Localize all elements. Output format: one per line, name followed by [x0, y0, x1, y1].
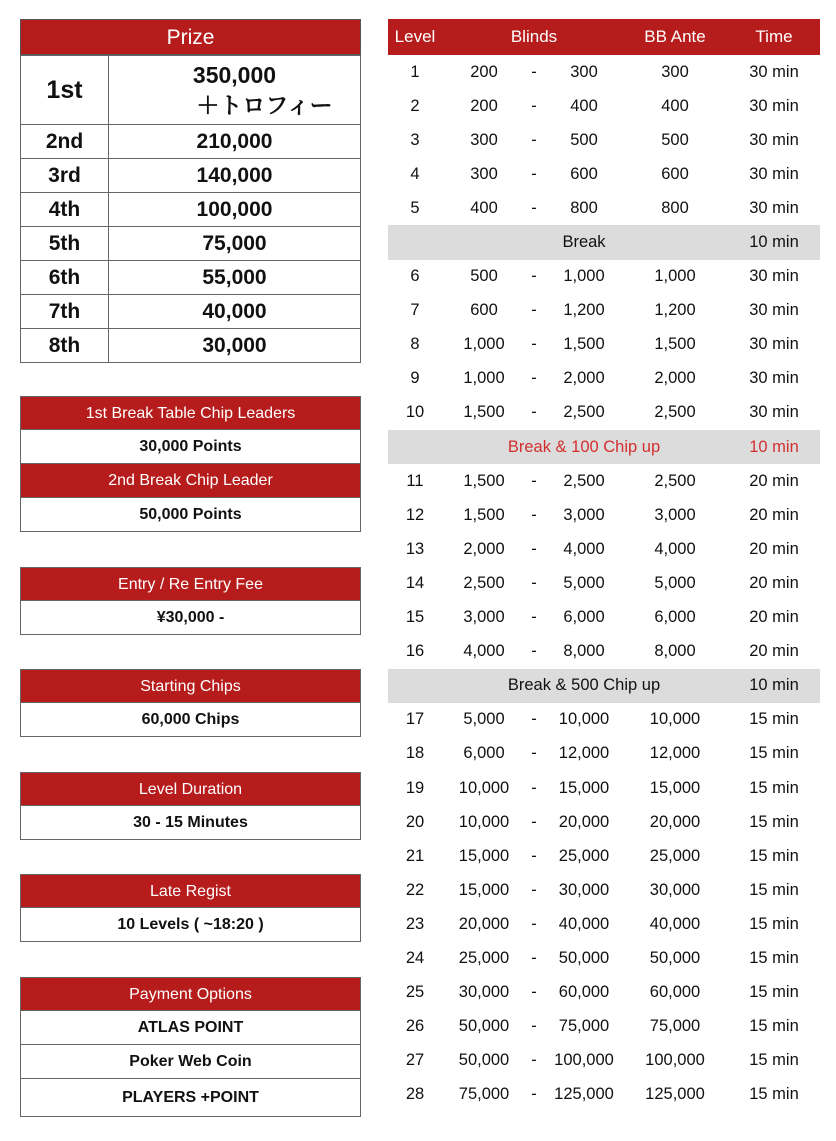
level-time: 15 min — [749, 983, 799, 1002]
break-row — [388, 669, 820, 703]
big-blind: 20,000 — [558, 812, 610, 831]
blind-separator: - — [531, 198, 537, 217]
header-blinds: Blinds — [510, 27, 558, 46]
level-number: 5 — [410, 198, 420, 217]
prize-place: 5th — [21, 227, 109, 261]
payment-option: PLAYERS +POINT — [20, 1079, 361, 1117]
prize-amount: 40,000 — [109, 295, 361, 329]
big-blind: 12,000 — [558, 744, 610, 763]
level-number: 25 — [405, 983, 425, 1002]
level-row — [388, 737, 820, 771]
small-blind: 20,000 — [458, 914, 510, 933]
big-blind: 5,000 — [563, 573, 605, 592]
small-blind: 5,000 — [463, 710, 505, 729]
blind-separator: - — [531, 608, 537, 627]
blind-separator: - — [531, 1085, 537, 1104]
big-blind: 600 — [570, 164, 598, 183]
big-blind: 75,000 — [558, 1017, 610, 1036]
level-number: 28 — [405, 1085, 425, 1104]
level-row — [388, 1078, 820, 1112]
small-blind: 1,500 — [463, 471, 505, 490]
level-time: 15 min — [749, 778, 799, 797]
level-time: 20 min — [749, 608, 799, 627]
prize-amount: 75,000 — [109, 227, 361, 261]
prize-amount: 55,000 — [109, 261, 361, 295]
blind-separator: - — [531, 914, 537, 933]
prize-table — [20, 55, 361, 363]
prize-place: 3rd — [21, 159, 109, 193]
bb-ante: 2,000 — [654, 369, 696, 388]
big-blind: 1,500 — [563, 335, 605, 354]
prize-row — [21, 159, 361, 193]
prize-row — [21, 227, 361, 261]
late-regist-title: Late Regist — [20, 874, 361, 908]
prize-amount-value: 350,000 — [192, 62, 277, 88]
bb-ante: 50,000 — [649, 948, 701, 967]
small-blind: 2,500 — [463, 573, 505, 592]
starting-chips-title: Starting Chips — [20, 669, 361, 703]
level-duration-box — [20, 772, 361, 840]
small-blind: 10,000 — [458, 812, 510, 831]
level-time: 15 min — [749, 948, 799, 967]
bb-ante: 800 — [661, 198, 689, 217]
big-blind: 400 — [570, 96, 598, 115]
level-time: 15 min — [749, 1051, 799, 1070]
second-break-leader-title: 2nd Break Chip Leader — [20, 464, 361, 498]
blind-separator: - — [531, 744, 537, 763]
starting-chips-box — [20, 669, 361, 737]
level-time: 30 min — [749, 130, 799, 149]
late-regist-box — [20, 874, 361, 942]
bb-ante: 6,000 — [654, 608, 696, 627]
bb-ante: 40,000 — [649, 914, 701, 933]
small-blind: 400 — [470, 198, 498, 217]
payment-options-box — [20, 977, 361, 1117]
level-time: 30 min — [749, 369, 799, 388]
level-number: 16 — [405, 642, 425, 661]
level-number: 3 — [410, 130, 420, 149]
level-number: 13 — [405, 539, 425, 558]
big-blind: 50,000 — [558, 948, 610, 967]
level-time: 15 min — [749, 1085, 799, 1104]
level-number: 20 — [405, 812, 425, 831]
level-number: 12 — [405, 505, 425, 524]
bb-ante: 3,000 — [654, 505, 696, 524]
level-time: 30 min — [749, 267, 799, 286]
level-number: 7 — [410, 301, 420, 320]
level-row — [388, 566, 820, 600]
payment-options-title: Payment Options — [20, 977, 361, 1011]
blind-separator: - — [531, 369, 537, 388]
level-number: 19 — [405, 778, 425, 797]
prize-place: 7th — [21, 295, 109, 329]
bb-ante: 1,500 — [654, 335, 696, 354]
level-number: 24 — [405, 948, 425, 967]
blind-separator: - — [531, 710, 537, 729]
small-blind: 600 — [470, 301, 498, 320]
header-time: Time — [755, 27, 793, 46]
level-row — [388, 1044, 820, 1078]
small-blind: 200 — [470, 62, 498, 81]
bb-ante: 400 — [661, 96, 689, 115]
small-blind: 10,000 — [458, 778, 510, 797]
level-row — [388, 396, 820, 430]
small-blind: 300 — [470, 164, 498, 183]
bb-ante: 75,000 — [649, 1017, 701, 1036]
level-row — [388, 55, 820, 89]
bb-ante: 300 — [661, 62, 689, 81]
blind-separator: - — [531, 335, 537, 354]
level-time: 15 min — [749, 846, 799, 865]
level-time: 15 min — [749, 710, 799, 729]
break-time: 10 min — [749, 437, 799, 456]
level-time: 30 min — [749, 301, 799, 320]
blind-separator: - — [531, 539, 537, 558]
blind-separator: - — [531, 130, 537, 149]
bb-ante: 25,000 — [649, 846, 701, 865]
prize-place: 4th — [21, 193, 109, 227]
level-row — [388, 976, 820, 1010]
blind-separator: - — [531, 62, 537, 81]
blind-separator: - — [531, 1051, 537, 1070]
level-number: 15 — [405, 608, 425, 627]
level-rows — [388, 55, 820, 1112]
level-row — [388, 157, 820, 191]
bb-ante: 2,500 — [654, 471, 696, 490]
payment-option: Poker Web Coin — [20, 1045, 361, 1079]
level-row — [388, 601, 820, 635]
level-time: 30 min — [749, 198, 799, 217]
break-label: Break & 100 Chip up — [507, 437, 661, 456]
blind-separator: - — [531, 1017, 537, 1036]
big-blind: 4,000 — [563, 539, 605, 558]
level-row — [388, 89, 820, 123]
level-row — [388, 907, 820, 941]
small-blind: 200 — [470, 96, 498, 115]
prize-row — [21, 261, 361, 295]
prize-row — [21, 193, 361, 227]
level-row — [388, 941, 820, 975]
big-blind: 100,000 — [554, 1051, 614, 1070]
blind-separator: - — [531, 301, 537, 320]
big-blind: 30,000 — [558, 880, 610, 899]
bb-ante: 500 — [661, 130, 689, 149]
big-blind: 40,000 — [558, 914, 610, 933]
small-blind: 75,000 — [458, 1085, 510, 1104]
bb-ante: 100,000 — [645, 1051, 705, 1070]
big-blind: 2,500 — [563, 403, 605, 422]
level-time: 15 min — [749, 744, 799, 763]
level-time: 30 min — [749, 335, 799, 354]
level-row — [388, 260, 820, 294]
bb-ante: 125,000 — [645, 1085, 705, 1104]
header-bb-ante: BB Ante — [644, 27, 706, 46]
blind-separator: - — [531, 96, 537, 115]
big-blind: 300 — [570, 62, 598, 81]
level-number: 22 — [405, 880, 425, 899]
break-time: 10 min — [749, 676, 799, 695]
bb-ante: 4,000 — [654, 539, 696, 558]
big-blind: 1,200 — [563, 301, 605, 320]
prize-trophy-note: ＋トロフィー — [196, 92, 333, 118]
small-blind: 50,000 — [458, 1017, 510, 1036]
level-row — [388, 498, 820, 532]
level-time: 30 min — [749, 62, 799, 81]
second-break-leader-value: 50,000 Points — [20, 498, 361, 532]
small-blind: 1,000 — [463, 335, 505, 354]
blind-separator: - — [531, 778, 537, 797]
small-blind: 6,000 — [463, 744, 505, 763]
small-blind: 4,000 — [463, 642, 505, 661]
chip-leaders-box — [20, 396, 361, 532]
level-row — [388, 464, 820, 498]
bb-ante: 5,000 — [654, 573, 696, 592]
bb-ante: 2,500 — [654, 403, 696, 422]
level-number: 6 — [410, 267, 420, 286]
big-blind: 25,000 — [558, 846, 610, 865]
bb-ante: 10,000 — [649, 710, 701, 729]
small-blind: 1,500 — [463, 403, 505, 422]
level-row — [388, 191, 820, 225]
small-blind: 2,000 — [463, 539, 505, 558]
big-blind: 15,000 — [558, 778, 610, 797]
blind-separator: - — [531, 403, 537, 422]
level-number: 26 — [405, 1017, 425, 1036]
blind-separator: - — [531, 846, 537, 865]
blind-separator: - — [531, 164, 537, 183]
level-time: 15 min — [749, 812, 799, 831]
prize-place: 2nd — [21, 125, 109, 159]
level-time: 20 min — [749, 539, 799, 558]
break-row — [388, 430, 820, 464]
prize-row — [21, 329, 361, 363]
level-row — [388, 805, 820, 839]
blind-structure — [388, 19, 820, 1112]
level-number: 4 — [410, 164, 420, 183]
small-blind: 500 — [470, 267, 498, 286]
big-blind: 10,000 — [558, 710, 610, 729]
level-duration-value: 30 - 15 Minutes — [20, 806, 361, 840]
bb-ante: 12,000 — [649, 744, 701, 763]
prize-amount: 210,000 — [109, 125, 361, 159]
blind-separator: - — [531, 471, 537, 490]
level-number: 18 — [405, 744, 425, 763]
blind-separator: - — [531, 505, 537, 524]
blind-separator: - — [531, 573, 537, 592]
payment-option: ATLAS POINT — [20, 1011, 361, 1045]
big-blind: 60,000 — [558, 983, 610, 1002]
big-blind: 6,000 — [563, 608, 605, 627]
first-break-leaders-value: 30,000 Points — [20, 430, 361, 464]
big-blind: 125,000 — [554, 1085, 614, 1104]
prize-place: 1st — [21, 56, 109, 125]
big-blind: 8,000 — [563, 642, 605, 661]
entry-fee-value: ¥30,000 - — [20, 601, 361, 635]
prize-header: Prize — [20, 19, 361, 55]
small-blind: 3,000 — [463, 608, 505, 627]
level-row — [388, 532, 820, 566]
level-number: 23 — [405, 914, 425, 933]
level-time: 30 min — [749, 96, 799, 115]
break-time: 10 min — [749, 233, 799, 252]
prize-row-first — [21, 56, 361, 125]
level-row — [388, 771, 820, 805]
blind-separator: - — [531, 948, 537, 967]
break-label: Break — [562, 233, 606, 252]
level-number: 9 — [410, 369, 420, 388]
blind-separator: - — [531, 880, 537, 899]
level-time: 30 min — [749, 164, 799, 183]
level-time: 15 min — [749, 914, 799, 933]
small-blind: 25,000 — [458, 948, 510, 967]
small-blind: 300 — [470, 130, 498, 149]
entry-fee-title: Entry / Re Entry Fee — [20, 567, 361, 601]
level-time: 15 min — [749, 880, 799, 899]
level-number: 1 — [410, 62, 420, 81]
big-blind: 2,000 — [563, 369, 605, 388]
level-number: 10 — [405, 403, 425, 422]
prize-amount — [109, 56, 361, 125]
level-row — [388, 123, 820, 157]
prize-amount: 30,000 — [109, 329, 361, 363]
level-time: 20 min — [749, 471, 799, 490]
structure-header — [388, 19, 820, 55]
header-level: Level — [394, 27, 436, 46]
small-blind: 50,000 — [458, 1051, 510, 1070]
bb-ante: 20,000 — [649, 812, 701, 831]
break-label: Break & 500 Chip up — [507, 676, 661, 695]
small-blind: 15,000 — [458, 880, 510, 899]
blind-separator: - — [531, 983, 537, 1002]
level-row — [388, 294, 820, 328]
bb-ante: 600 — [661, 164, 689, 183]
level-number: 17 — [405, 710, 425, 729]
level-number: 2 — [410, 96, 420, 115]
level-number: 8 — [410, 335, 420, 354]
level-time: 20 min — [749, 505, 799, 524]
big-blind: 800 — [570, 198, 598, 217]
level-row — [388, 839, 820, 873]
level-number: 14 — [405, 573, 425, 592]
level-time: 20 min — [749, 642, 799, 661]
level-number: 11 — [406, 471, 424, 490]
prize-row — [21, 125, 361, 159]
prize-section — [20, 19, 361, 363]
prize-place: 6th — [21, 261, 109, 295]
level-duration-title: Level Duration — [20, 772, 361, 806]
blind-separator: - — [531, 812, 537, 831]
break-row — [388, 225, 820, 259]
big-blind: 2,500 — [563, 471, 605, 490]
level-number: 27 — [405, 1051, 425, 1070]
level-row — [388, 328, 820, 362]
level-time: 30 min — [749, 403, 799, 422]
level-row — [388, 635, 820, 669]
level-row — [388, 1010, 820, 1044]
level-number: 21 — [405, 846, 425, 865]
entry-fee-box — [20, 567, 361, 635]
level-row — [388, 703, 820, 737]
small-blind: 15,000 — [458, 846, 510, 865]
small-blind: 1,500 — [463, 505, 505, 524]
late-regist-value: 10 Levels ( ~18:20 ) — [20, 908, 361, 942]
small-blind: 1,000 — [463, 369, 505, 388]
prize-amount: 100,000 — [109, 193, 361, 227]
big-blind: 500 — [570, 130, 598, 149]
first-break-leaders-title: 1st Break Table Chip Leaders — [20, 396, 361, 430]
level-row — [388, 873, 820, 907]
level-time: 20 min — [749, 573, 799, 592]
level-row — [388, 362, 820, 396]
bb-ante: 1,000 — [654, 267, 696, 286]
bb-ante: 30,000 — [649, 880, 701, 899]
bb-ante: 8,000 — [654, 642, 696, 661]
small-blind: 30,000 — [458, 983, 510, 1002]
bb-ante: 1,200 — [654, 301, 696, 320]
blind-separator: - — [531, 642, 537, 661]
prize-place: 8th — [21, 329, 109, 363]
starting-chips-value: 60,000 Chips — [20, 703, 361, 737]
bb-ante: 60,000 — [649, 983, 701, 1002]
prize-amount: 140,000 — [109, 159, 361, 193]
prize-row — [21, 295, 361, 329]
bb-ante: 15,000 — [649, 778, 701, 797]
big-blind: 3,000 — [563, 505, 605, 524]
big-blind: 1,000 — [563, 267, 605, 286]
level-time: 15 min — [749, 1017, 799, 1036]
blind-separator: - — [531, 267, 537, 286]
